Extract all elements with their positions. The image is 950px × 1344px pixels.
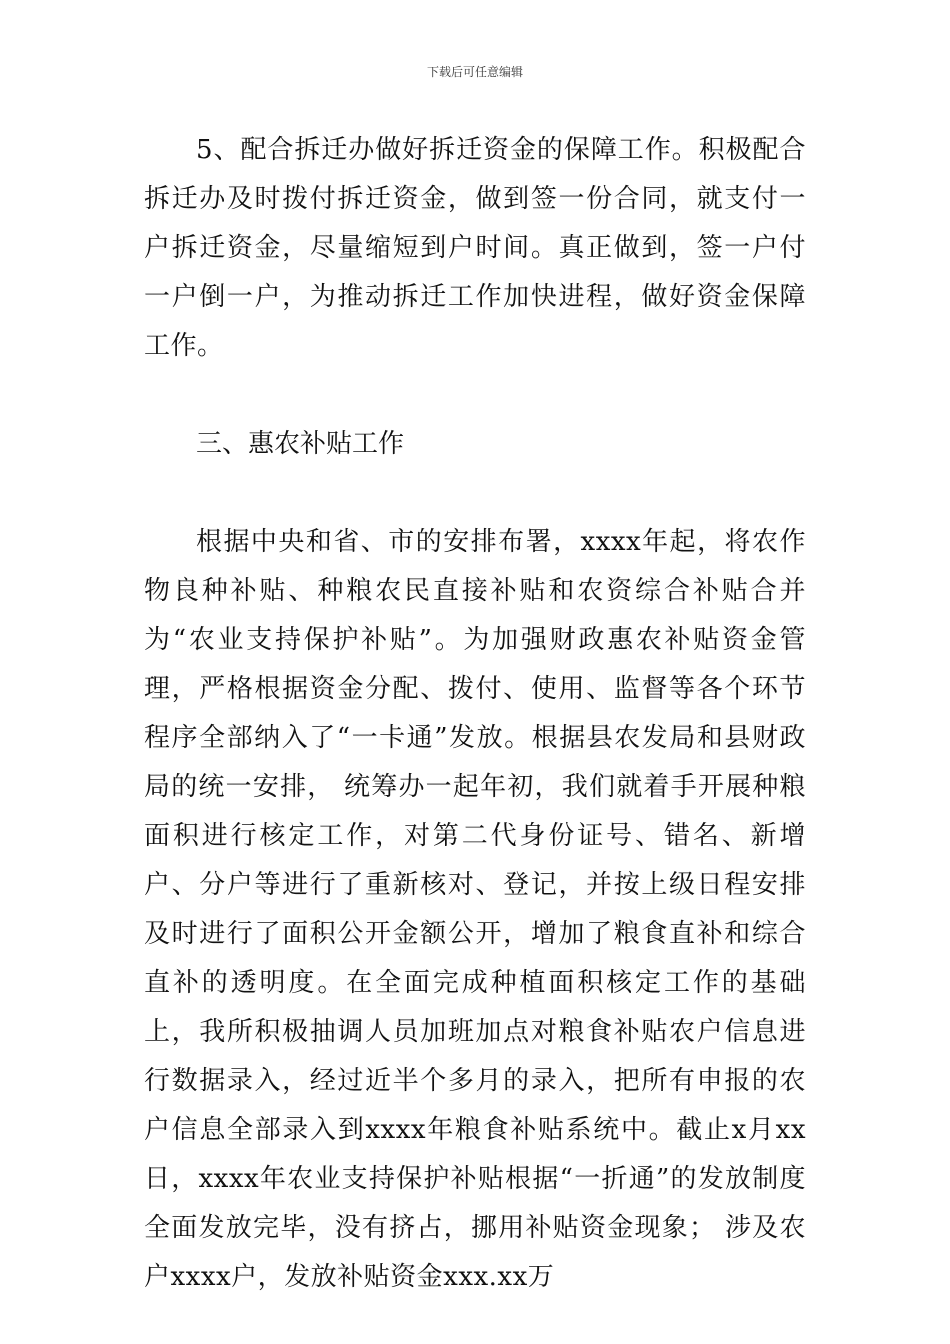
paragraph-spacer <box>144 371 806 420</box>
page-header-note: 下载后可任意编辑 <box>426 65 523 79</box>
paragraph-relocation-funds: 5、配合拆迁办做好拆迁资金的保障工作。积极配合拆迁办及时拨付拆迁资金，做到签一份合同，就支付一户拆迁资金，尽量缩短到户时间。真正做到，签一户付一户倒一户，为推动拆迁工作加快进程，做好资金保障工作。 <box>144 135 806 361</box>
paragraph-subsidy-work: 根据中央和省、市的安排布署，xxxx年起，将农作物良种补贴、种粮农民直接补贴和农资综合补贴合并为“农业支持保护补贴”。为加强财政惠农补贴资金管理，严格根据资金分配、拨付、使用、监督等各个环节程序全部纳入了“一卡通”发放。根据县农发局和县财政局的统一安排， 统筹办一起年初，我们就着手开展种粮面积进行核定工作，对第二代身份证号、错名、新增户、分户等进行了重新核对、登记，并按上级日程安排及时进行了面积公开金额公开，增加了粮食直补和综合直补的透明度。在全面完成种植面积核定工作的基础上，我所积极抽调人员加班加点对粮食补贴农户信息进行数据录入，经过近半个多月的录入，把所有申报的农户信息全部录入到xxxx年粮食补贴系统中。截止x月xx日，xxxx年农业支持保护补贴根据“一折通”的发放制度全面发放完毕，没有挤占，挪用补贴资金现象； 涉及农户xxxx户，发放补贴资金xxx.xx万 <box>144 527 806 1292</box>
document-body <box>144 126 806 1302</box>
paragraph-spacer <box>144 469 806 518</box>
section-heading: 三、惠农补贴工作 <box>196 429 405 459</box>
